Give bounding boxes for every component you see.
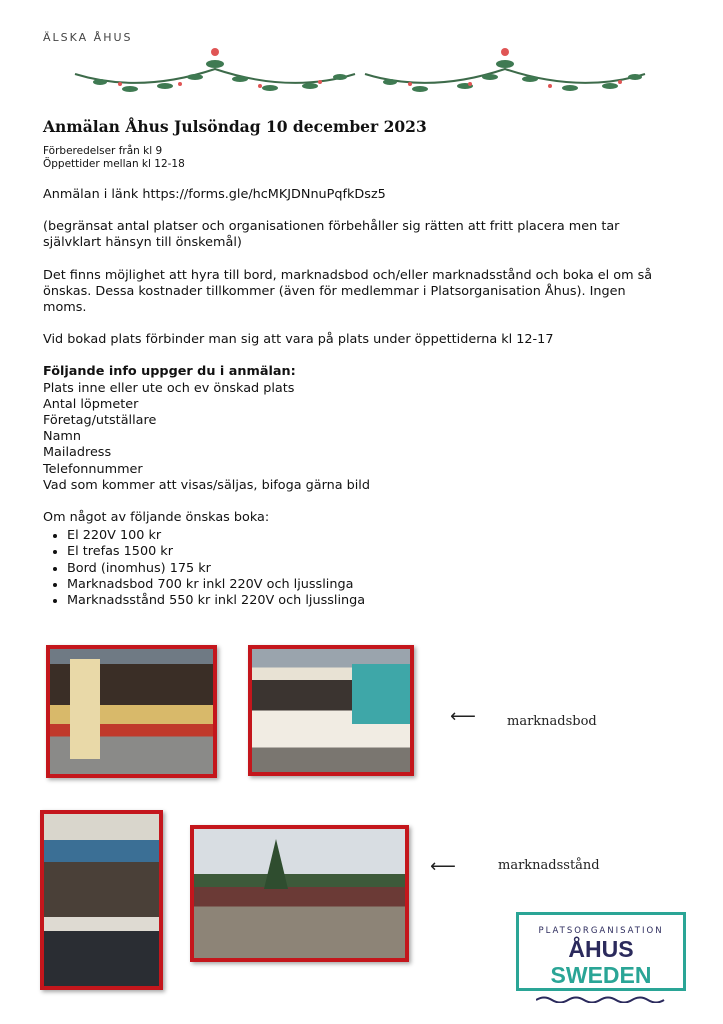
opening-hours: Öppettider mellan kl 12-18 [43,158,185,170]
page-title: Anmälan Åhus Julsöndag 10 december 2023 [43,117,427,136]
info-list [43,381,653,494]
photo-marknadsbod-2 [248,645,414,776]
info-item: Vad som kommer att visas/säljas, bifoga gärna bild [43,477,370,493]
info-item: Plats inne eller ute och ev önskad plats [43,380,295,396]
prep-time: Förberedelser från kl 9 [43,145,163,157]
logo-wordmark [519,936,683,988]
photo-marknadsbod-1 [46,645,217,778]
logo-right: SWEDEN [550,962,652,988]
platsorganisation-logo [516,912,686,991]
body-text [43,187,653,609]
info-item: Mailadress [43,445,112,461]
photo-detail [70,659,100,759]
logo-top-text: PLATSORGANISATION [538,926,664,936]
booking-item: • Bord (inomhus) 175 kr [67,561,653,577]
registration-link[interactable]: Anmälan i länk https://forms.gle/hcMKJDNnuPqfkDsz5 [43,187,386,202]
booking-item: • El trefas 1500 kr [67,544,653,560]
booking-item: • Marknadsbod 700 kr inkl 220V och ljusslinga [67,577,653,593]
photo-detail [264,839,288,889]
caption-marknadsbod: marknadsbod [507,714,597,729]
photo-marknadsstand-2 [190,825,409,962]
photo-marknadsstand-1 [40,810,163,990]
info-item: Antal löpmeter [43,396,139,412]
brand-label: ÄLSKA ÅHUS [43,31,133,44]
commitment-note: Vid bokad plats förbinder man sig att vara på plats under öppettiderna kl 12-17 [43,332,554,348]
info-heading: Följande info uppger du i anmälan: [43,364,296,380]
arrow-left-icon: ⟵ [430,856,456,877]
booking-heading: Om något av följande önskas boka: [43,510,270,526]
logo-left: ÅHUS [568,936,634,962]
booking-item: • Marknadsstånd 550 kr inkl 220V och ljusslinga [67,593,653,609]
booking-item: • El 220V 100 kr [67,528,653,544]
info-item: Telefonnummer [43,461,143,477]
waves-icon [536,995,666,1003]
info-item: Företag/utställare [43,413,157,429]
placement-note: (begränsat antal platser och organisationen förbehåller sig rätten att fritt placera men tar självklart hänsyn till önskemål) [43,219,620,251]
info-item: Namn [43,429,81,445]
booking-list [43,528,653,609]
caption-marknadsstand: marknadsstånd [498,858,600,873]
photo-detail [352,664,410,724]
garland-decoration [70,44,650,106]
rental-info: Det finns möjlighet att hyra till bord, marknadsbod och/eller marknadsstånd och boka el om så önskas. Dessa kostnader tillkommer (även för medlemmar i Platsorganisation Åhus). Ingen moms. [43,267,653,316]
times-block [43,145,185,171]
arrow-left-icon: ⟵ [450,706,476,727]
